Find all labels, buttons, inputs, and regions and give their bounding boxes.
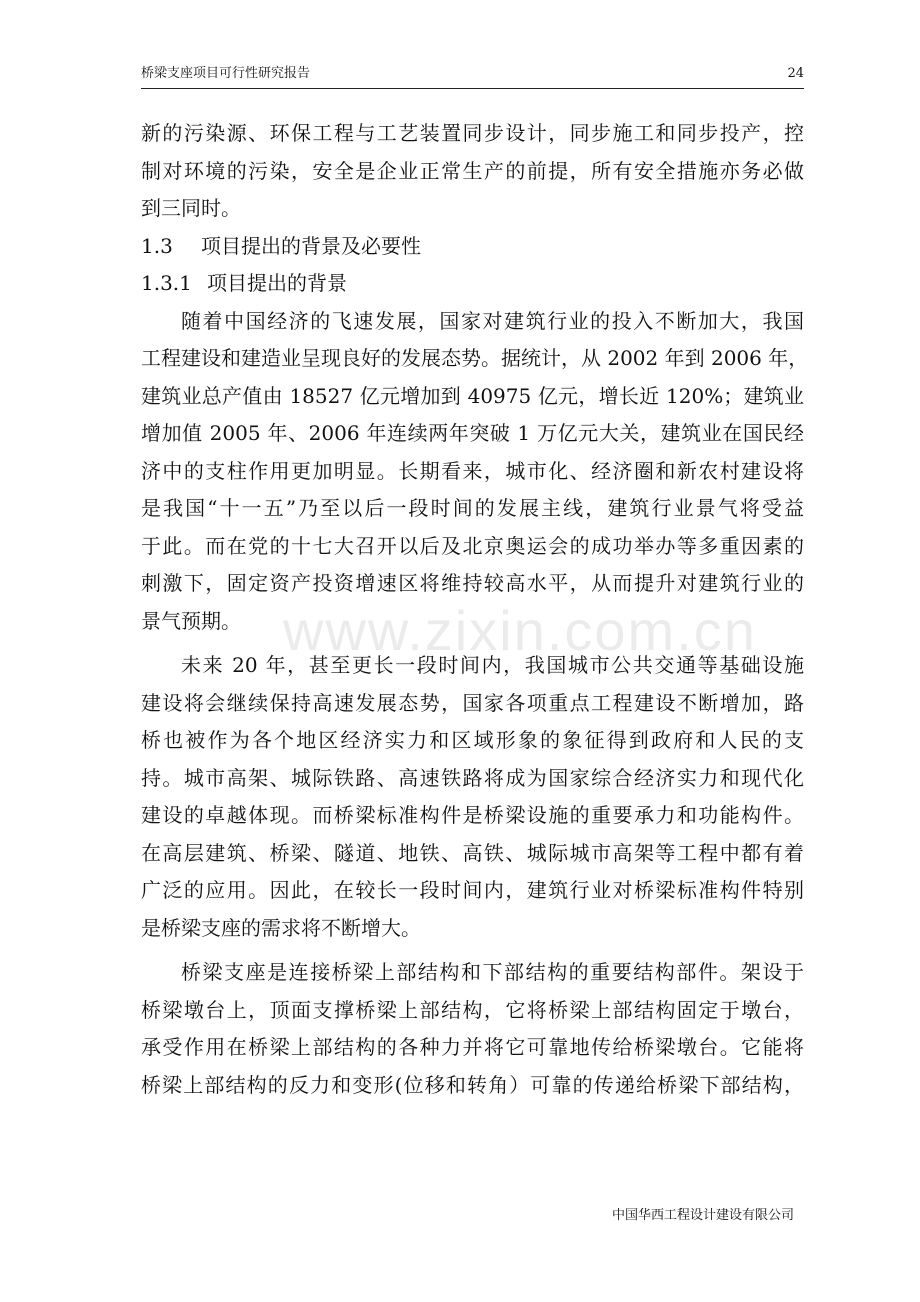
paragraph-line: 桥梁上部结构的反力和变形(位移和转角）可靠的传递给桥梁下部结构， <box>141 1072 804 1097</box>
paragraph-line: 持。城市高架、城际铁路、高速铁路将成为国家综合经济实力和现代化 <box>141 765 804 790</box>
paragraph-line: 建筑业总产值由 18527 亿元增加到 40975 亿元，增长近 120%；建筑业 <box>141 383 804 408</box>
page-number: 24 <box>787 66 804 81</box>
paragraph-line: 承受作用在桥梁上部结构的各种力并将它可靠地传给桥梁墩台。它能将 <box>141 1035 804 1059</box>
paragraph-line: 到三同时。 <box>141 196 241 220</box>
paragraph-line: 济中的支柱作用更加明显。长期看来，城市化、经济圈和新农村建设将 <box>141 458 804 483</box>
paragraph-line: 建设的卓越体现。而桥梁标准构件是桥梁设施的重要承力和功能构件。 <box>141 803 804 827</box>
paragraph-line: 桥梁墩台上，顶面支撑桥梁上部结构，它将桥梁上部结构固定于墩台， <box>141 997 804 1022</box>
paragraph-line: 是桥梁支座的需求将不断增大。 <box>141 915 421 940</box>
paragraph-line: 新的污染源、环保工程与工艺装置同步设计，同步施工和同步投产，控 <box>141 121 804 145</box>
paragraph-line: 增加值 2005 年、2006 年连续两年突破 1 万亿元大关，建筑业在国民经 <box>141 421 804 445</box>
report-title: 桥梁支座项目可行性研究报告 <box>141 66 311 81</box>
paragraph-line: 景气预期。 <box>141 608 241 633</box>
watermark: www.zixin.com.cn <box>283 599 757 662</box>
paragraph-line: 是我国“十一五”乃至以后一段时间的发展主线，建筑行业景气将受益 <box>141 496 804 520</box>
paragraph-line: 桥也被作为各个地区经济实力和区域形象的象征得到政府和人民的支 <box>141 728 804 752</box>
paragraph-line: 制对环境的污染，安全是企业正常生产的前提，所有安全措施亦务必做 <box>141 158 804 183</box>
section-title: 项目提出的背景及必要性 <box>201 233 421 258</box>
subsection-number: 1.3.1 <box>141 271 192 295</box>
paragraph-line: 工程建设和建造业呈现良好的发展态势。据统计，从 2002 年到 2006 年， <box>141 346 809 370</box>
section-number: 1.3 <box>141 233 173 258</box>
paragraph-line: 未来 20 年，甚至更长一段时间内，我国城市公共交通等基础设施 <box>181 653 804 677</box>
subsection-heading <box>141 265 804 303</box>
paragraph-line: 广泛的应用。因此，在较长一段时间内，建筑行业对桥梁标准构件特别 <box>141 878 804 902</box>
company-name: 中国华西工程设计建设有限公司 <box>611 1208 794 1223</box>
paragraph-line: 于此。而在党的十七大召开以后及北京奥运会的成功举办等多重因素的 <box>141 533 804 558</box>
paragraph-line: 建设将会继续保持高速发展态势，国家各项重点工程建设不断增加，路 <box>141 690 804 715</box>
paragraph-line: 随着中国经济的飞速发展，国家对建筑行业的投入不断加大，我国 <box>181 308 804 333</box>
paragraph-line: 刺激下，固定资产投资增速区将维持较高水平，从而提升对建筑行业的 <box>141 571 804 595</box>
paragraph-line: 桥梁支座是连接桥梁上部结构和下部结构的重要结构部件。架设于 <box>181 960 804 984</box>
page-header <box>141 64 804 89</box>
section-heading <box>141 228 804 266</box>
page-footer <box>612 1206 794 1226</box>
paragraph-line: 在高层建筑、桥梁、隧道、地铁、高铁、城际城市高架等工程中都有着 <box>141 840 804 865</box>
subsection-title: 项目提出的背景 <box>207 271 347 295</box>
document-body <box>141 115 809 1104</box>
